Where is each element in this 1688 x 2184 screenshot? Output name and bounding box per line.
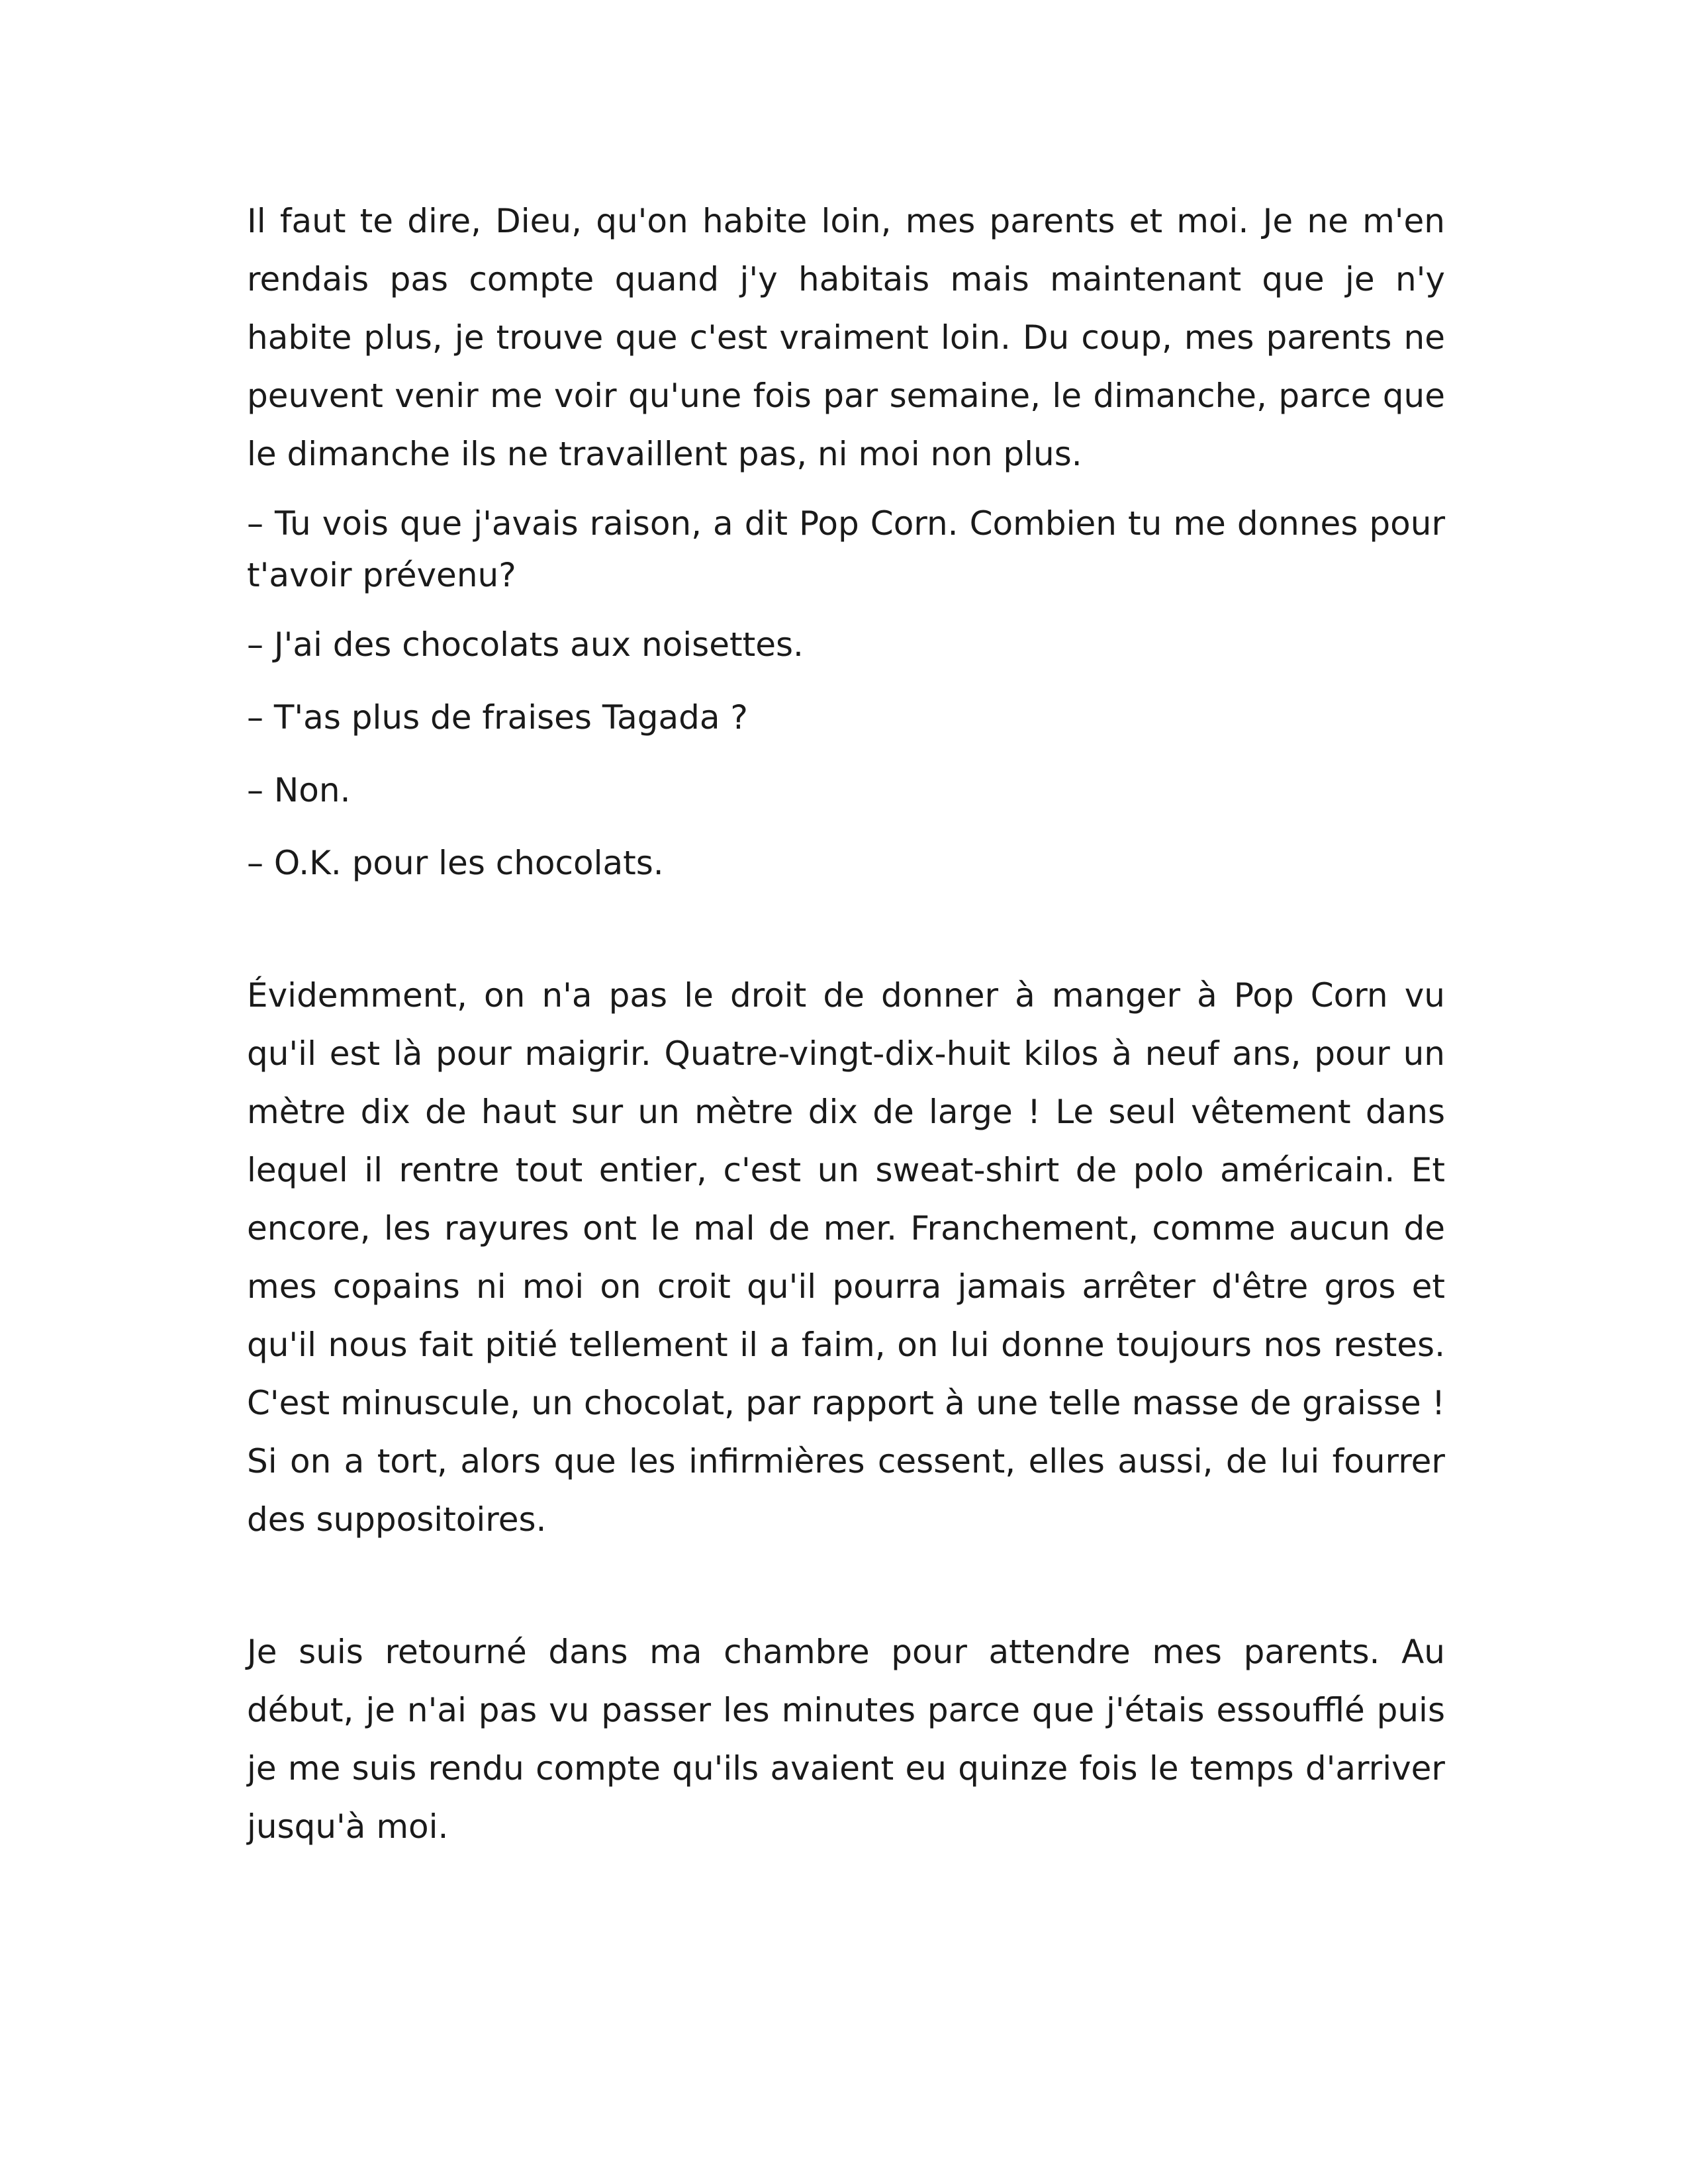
dialogue-line-5: – O.K. pour les chocolats. bbox=[247, 844, 664, 882]
spacer bbox=[247, 601, 1445, 615]
spacer bbox=[247, 819, 1445, 834]
dialogue-line-3: – T'as plus de fraises Tagada ? bbox=[247, 698, 748, 737]
dialogue-line-2: – J'ai des chocolats aux noisettes. bbox=[247, 625, 804, 664]
paragraph-waiting: Je suis retourné dans ma chambre pour attendre mes parents. Au début, je n'ai pas vu passer les minutes parce que j'étais essoufflé puis je me suis rendu compte qu'ils avaient eu quinze fois le temps d'arriver jusqu'à moi. bbox=[247, 1633, 1445, 1846]
dialogue-line-4: – Non. bbox=[247, 771, 351, 809]
paragraph-intro: Il faut te dire, Dieu, qu'on habite loin, mes parents et moi. Je ne m'en rendais pas compte quand j'y habitais mais maintenant que je n'y habite plus, je trouve que c'est vraiment loin. Du coup, mes parents ne peuvent venir me voir qu'une fois par semaine, le dimanche, parce que le dimanche ils ne travaillent pas, ni moi non plus. bbox=[247, 202, 1445, 473]
spacer bbox=[247, 483, 1445, 498]
spacer bbox=[247, 674, 1445, 688]
spacer bbox=[247, 1549, 1445, 1623]
paragraph-pop-corn: Évidemment, on n'a pas le droit de donner à manger à Pop Corn vu qu'il est là pour maigrir. Quatre-vingt-dix-huit kilos à neuf ans, pour un mètre dix de haut sur un mètre dix de large ! Le seul vêtement dans lequel il rentre tout entier, c'est un sweat-shirt de polo américain. Et encore, les rayures ont le mal de mer. Franchement, comme aucun de mes copains ni moi on croit qu'il pourra jamais arrêter d'être gros et qu'il nous fait pitié tellement il a faim, on lui donne toujours nos restes. C'est minuscule, un chocolat, par rapport à une telle masse de graisse ! Si on a tort, alors que les infirmières cessent, elles aussi, de lui fourrer des suppositoires. bbox=[247, 976, 1445, 1539]
dialogue-line-1: – Tu vois que j'avais raison, a dit Pop Corn. Combien tu me donnes pour t'avoir prévenu? bbox=[247, 504, 1445, 594]
spacer bbox=[247, 747, 1445, 761]
document-page bbox=[247, 192, 1445, 1856]
spacer bbox=[247, 892, 1445, 966]
